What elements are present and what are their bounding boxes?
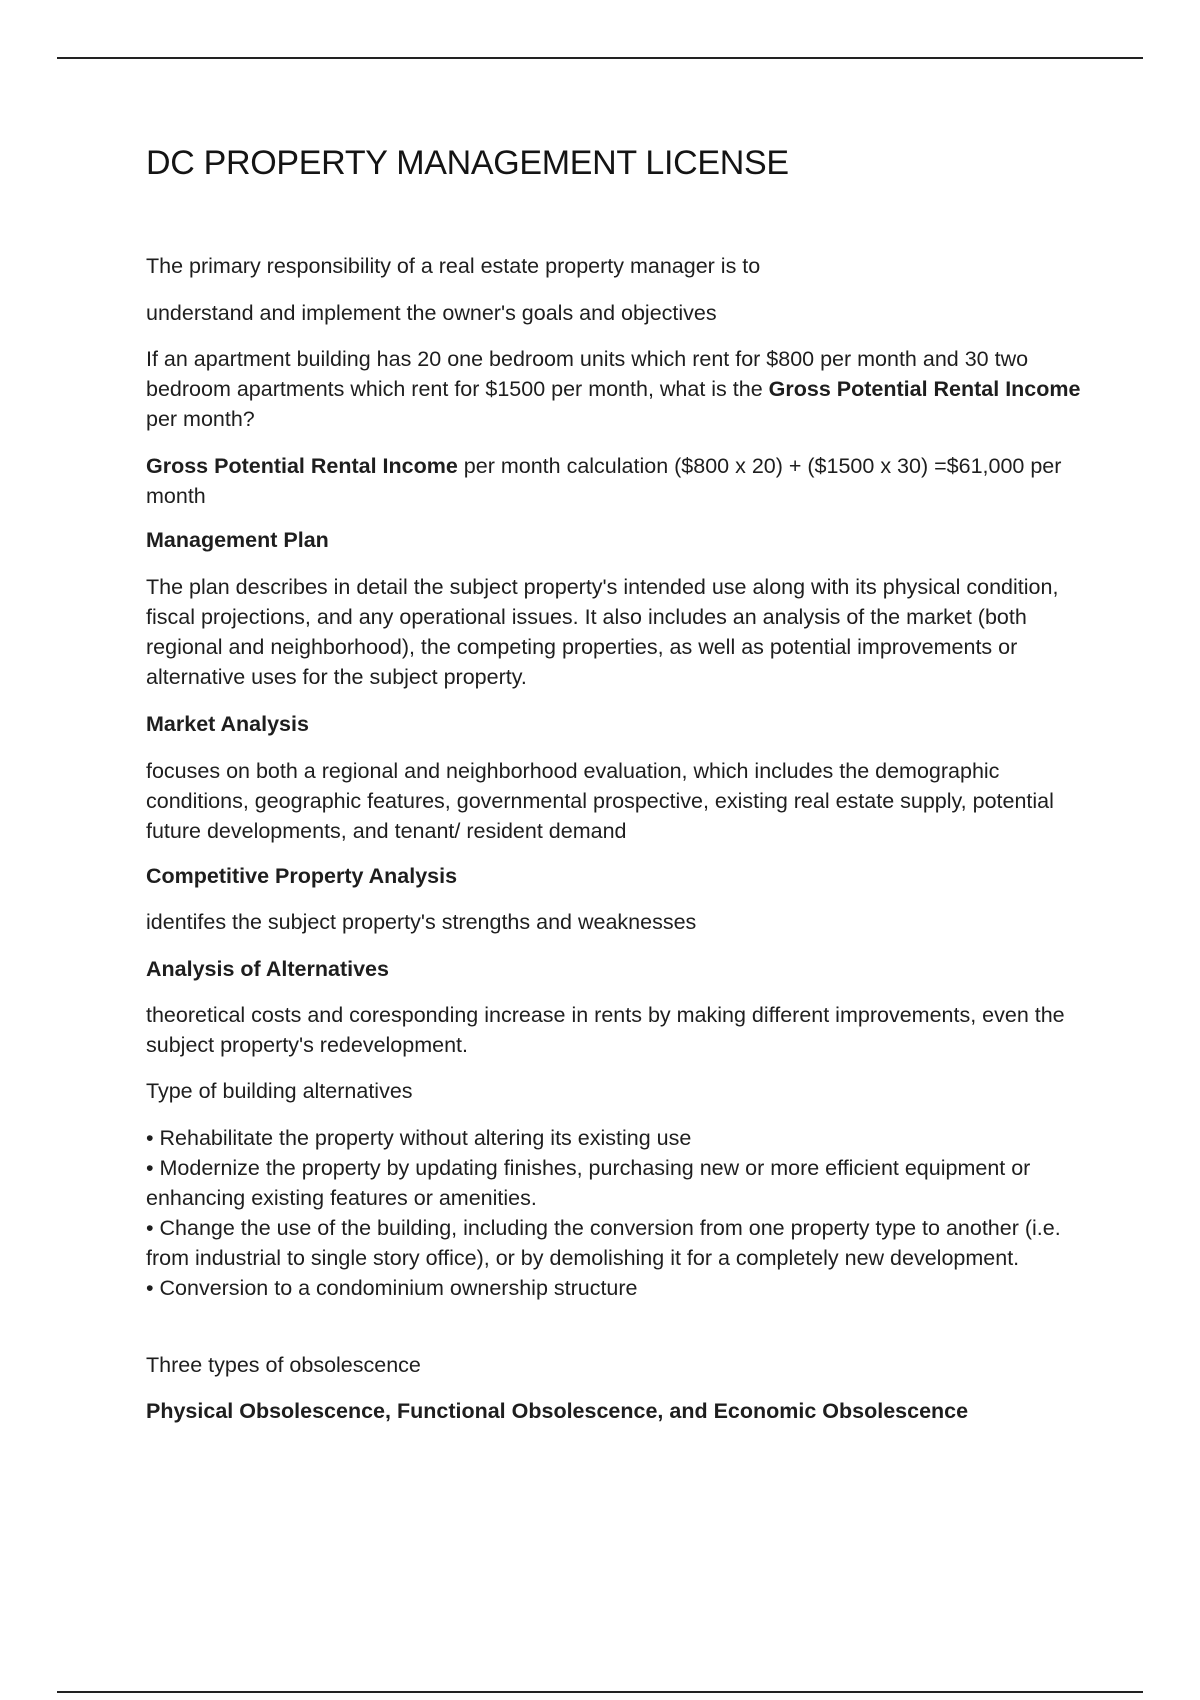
question-gross-potential-income	[146, 344, 1086, 434]
list-item: • Conversion to a condominium ownership structure	[146, 1276, 638, 1300]
question-text-1: If an apartment building has 20 one bedroom units which rent for $800 per month and 30 two bedroom apartments which rent for $1500 per month, what is the	[146, 347, 1029, 401]
question-obsolescence: Three types of obsolescence	[146, 1353, 421, 1377]
heading-management-plan: Management Plan	[146, 528, 329, 552]
heading-analysis-of-alternatives: Analysis of Alternatives	[146, 957, 389, 981]
answer-gross-potential-income	[146, 451, 1086, 511]
question-term-bold: Gross Potential Rental Income	[768, 377, 1081, 401]
bullet-list-alternatives	[146, 1123, 1086, 1303]
answer-obsolescence: Physical Obsolescence, Functional Obsolescence, and Economic Obsolescence	[146, 1399, 969, 1423]
bottom-divider	[57, 1691, 1143, 1693]
list-item: • Rehabilitate the property without altering its existing use	[146, 1126, 692, 1150]
answer-primary-responsibility: understand and implement the owner's goals and objectives	[146, 301, 717, 325]
question-primary-responsibility: The primary responsibility of a real estate property manager is to	[146, 254, 761, 278]
question-building-alternatives: Type of building alternatives	[146, 1079, 413, 1103]
question-text-2: per month?	[146, 407, 255, 431]
paragraph-analysis-of-alternatives: theoretical costs and coresponding increase in rents by making different improvements, even the subject property's redevelopment.	[146, 1003, 1065, 1057]
page-title: DC PROPERTY MANAGEMENT LICENSE	[146, 144, 789, 182]
paragraph-market-analysis: focuses on both a regional and neighborhood evaluation, which includes the demographic conditions, geographic features, governmental prospective, existing real estate supply, potential future developments, and tenant/ resident demand	[146, 759, 1054, 843]
answer-calculation: per month calculation ($800 x 20) + ($1500 x 30) =$61,000 per month	[146, 454, 1062, 508]
heading-competitive-analysis: Competitive Property Analysis	[146, 864, 458, 888]
list-item: • Modernize the property by updating finishes, purchasing new or more efficient equipment or enhancing existing features or amenities.	[146, 1156, 1031, 1210]
list-item: • Change the use of the building, including the conversion from one property type to another (i.e. from industrial to single story office), or by demolishing it for a completely new development.	[146, 1216, 1061, 1270]
paragraph-management-plan: The plan describes in detail the subject property's intended use along with its physical condition, fiscal projections, and any operational issues. It also includes an analysis of the market (both regional and neighborhood), the competing properties, as well as potential improvements or alternative uses for the subject property.	[146, 575, 1059, 689]
paragraph-competitive-analysis: identifes the subject property's strengths and weaknesses	[146, 910, 697, 934]
heading-market-analysis: Market Analysis	[146, 712, 309, 736]
answer-term-bold: Gross Potential Rental Income	[146, 454, 458, 478]
top-divider	[57, 57, 1143, 59]
